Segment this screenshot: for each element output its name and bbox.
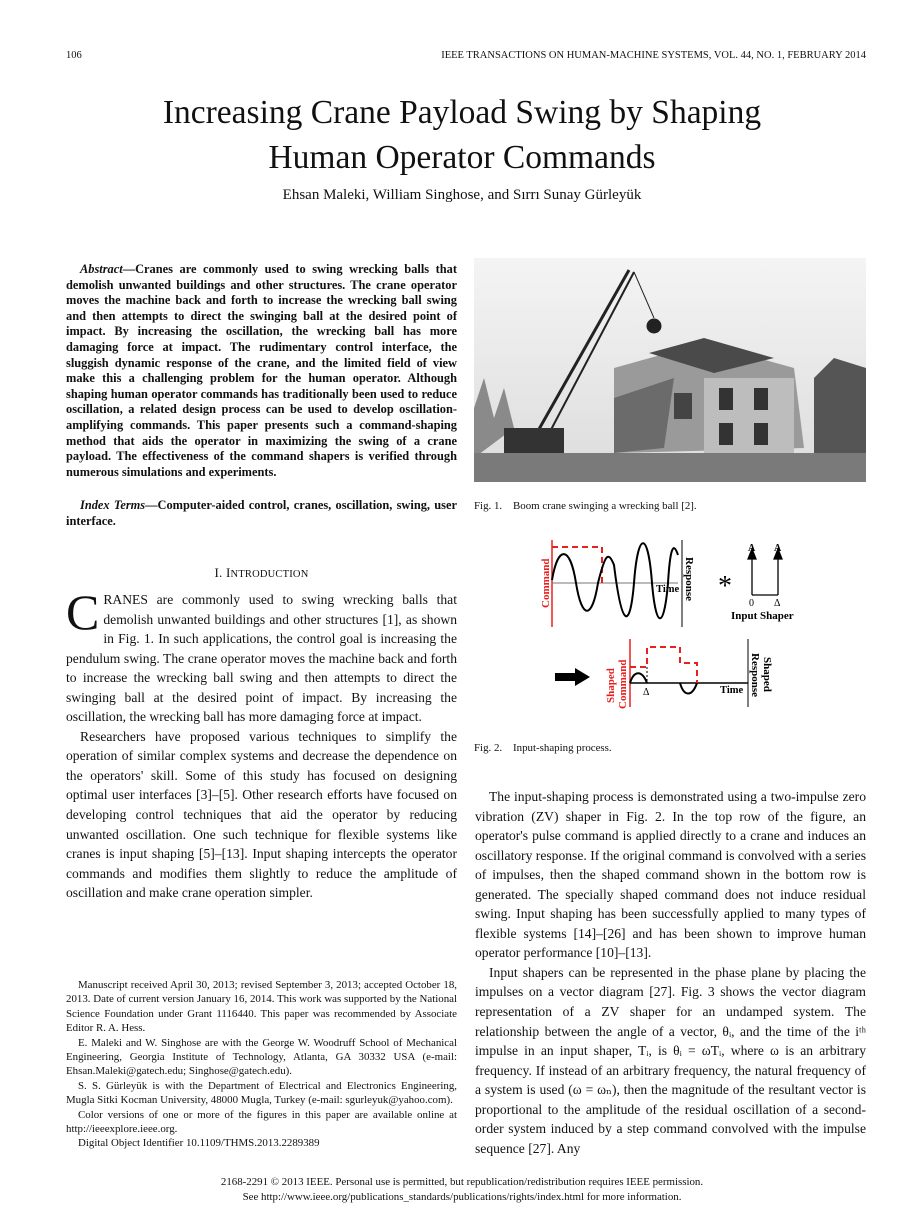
authors: Ehsan Maleki, William Singhose, and Sırrı Sunay Gürleyük [282,187,642,203]
shaped-delta: Δ [643,687,650,698]
fig1-caption: Fig. 1. Boom crane swinging a wrecking ball [2]. [474,500,697,512]
shaped-response-label-top: Shaped [761,657,773,692]
fig2-caption: Fig. 2. Input-shaping process. [474,742,612,754]
right-column-text [475,787,866,1158]
response-label: Response [683,557,695,602]
permissions-link: See http://www.ieee.org/publications_standards/publications/rights/index.html for more information. [242,1190,682,1203]
footnotes [66,978,457,1151]
paper-title [60,90,864,180]
shaped-command-label: Command [617,659,629,709]
title-line-2: Human Operator Commands [268,139,656,176]
shaped-response-bump [630,673,647,683]
shaped-response-dip [680,683,697,694]
footnote: Digital Object Identifier 10.1109/THMS.2013.2289389 [78,1137,320,1150]
shaped-command [630,647,697,683]
footnote: E. Maleki and W. Singhose are with the George W. Woodruff School of Mechanical Engineering, Georgia Institute of Technology, Atlanta, GA 30332 USA (e-mail: Ehsan.Maleki@gatech.edu; Singhose@gatech.edu). [66,1036,457,1078]
drop-cap: C [66,584,100,640]
abstract [66,262,457,480]
section-title-rest: NTRODUCTION [230,569,309,580]
command-label: Command [540,558,552,608]
impulse-amplitude-2: A [774,543,782,554]
footnote: Color versions of one or more of the figures in this paper are available online at http://ieeexplore.ieee.org. [66,1108,457,1136]
page-number: 106 [66,50,82,61]
tick-zero: 0 [749,598,754,609]
paragraph: The input-shaping process is demonstrated using a two-impulse zero vibration (ZV) shaper in Fig. 2. In the top row of the figure, an operator's pulse command is applied directly to a crane and induces an oscillatory response. If the original command is convolved with a series of impulses, then the shaped command shown in the bottom row is generated. The specially shaped command does not induce residual swing. Input shaping has been successfully applied to many types of flexible systems [14]–[26] and has been shown to improve human operator performance [10]–[13]. [475,789,866,961]
impulse-diagram [748,549,782,595]
abstract-text: —Cranes are commonly used to swing wrecking balls that demolish unwanted buildings and other structures. The crane operator moves the machine back and forth to increase the wrecking ball swing and then attempts to direct the swinging ball at the desired point of impact. By increasing the oscillation, the wrecking ball has more damaging force at impact. The rudimentary control interface, the sluggish dynamic response of the crane, and the limited field of view make this a challenging problem for the human operator. Although shaping human operator commands has traditionally been used to reduce oscillation, a related design process can be used to develop oscillation-amplifying commands. This paper presents such a command-shaping method that aids the operator in maximizing the swing of a crane payload. The effectiveness of the command shapers is verified through numerous simulations and experiments. [66,262,457,479]
section-initial: I [225,565,231,580]
shaped-label: Shaped [605,668,617,703]
intro-text [66,584,457,903]
convolution-symbol: * [718,571,732,602]
oscillation-response [552,543,678,618]
section-heading [66,565,457,581]
pulse-command [552,547,602,583]
input-shaping-figure [530,535,810,710]
index-terms-text: —Computer-aided control, cranes, oscillation, swing, user interface. [66,498,457,528]
section-number: I. [214,565,223,580]
paragraph: Input shapers can be represented in the phase plane by placing the impulses on a vector diagram [27]. Fig. 3 shows the vector diagram representation of a ZV shaper for an undamped system. The relationship between the angle of a vector, θᵢ, and the time of the iᵗʰ impulse in an input shaper, Tᵢ, is θᵢ = ωTᵢ, where ω is an arbitrary frequency. If instead of an arbitrary frequency, the natural frequency of a system is used (ω = ωₙ), then the magnitude of the resultant vector is proportional to the amplitude of the residual oscillation of a second-order system induced by a step command convolved with the impulse sequence [27]. Any [475,964,866,1156]
tick-delta: Δ [774,598,781,609]
index-terms-label: Index Terms [80,498,146,512]
crane-photo [474,258,866,482]
footnote: S. S. Gürleyük is with the Department of Electrical and Electronics Engineering, Mugla Sitki Kocman University, 48000 Mugla, Turkey (e-mail: sgurleyuk@yahoo.com). [66,1079,457,1107]
index-terms [66,498,457,529]
intro-paragraph-1: RANES are commonly used to swing wrecking balls that demolish unwanted buildings and other structures [1], as shown in Fig. 1. In such applications, the control goal is increasing the pendulum swing. The crane operator moves the machine back and forth to increase the wrecking ball swing and then attempts to direct the swinging ball at the desired point of impact. By increasing the oscillation, the wrecking ball has more damaging force at impact. [66,592,457,725]
shaped-time-label: Time [720,685,744,696]
arrow-icon [555,668,590,686]
running-header: IEEE TRANSACTIONS ON HUMAN-MACHINE SYSTEMS, VOL. 44, NO. 1, FEBRUARY 2014 [441,50,866,61]
impulse-amplitude-1: A [748,543,756,554]
title-line-1: Increasing Crane Payload Swing by Shaping [162,94,762,131]
rubble [474,453,866,482]
copyright-line: 2168-2291 © 2013 IEEE. Personal use is permitted, but republication/redistribution requires IEEE permission. [220,1176,704,1188]
footnote: Manuscript received April 30, 2013; revised September 3, 2013; accepted October 18, 2013. Date of current version January 16, 2014. This work was supported by the National Science Foundation under Grant 1116440. This paper was recommended by Associate Editor R. A. Hess. [66,979,457,1035]
shaped-response-label: Response [749,653,761,698]
time-label: Time [656,584,680,595]
intro-paragraph-2: Researchers have proposed various techniques to simplify the operation of similar complex systems and decrease the dependence on the operators' skill. Some of this study has focused on designing optimal user interfaces [3]–[5]. Other research efforts have focused on developing control techniques that aid the operator by reducing unwanted oscillation. One such technique for flexible systems like cranes is input shaping [5]–[13]. Input shaping intercepts the operator commands and modifies them slightly to reduce the amplitude of oscillation and make crane operation simpler. [66,728,457,901]
copyright-footer [60,1175,864,1204]
abstract-label: Abstract [80,262,123,276]
input-shaper-label: Input Shaper [731,610,794,622]
